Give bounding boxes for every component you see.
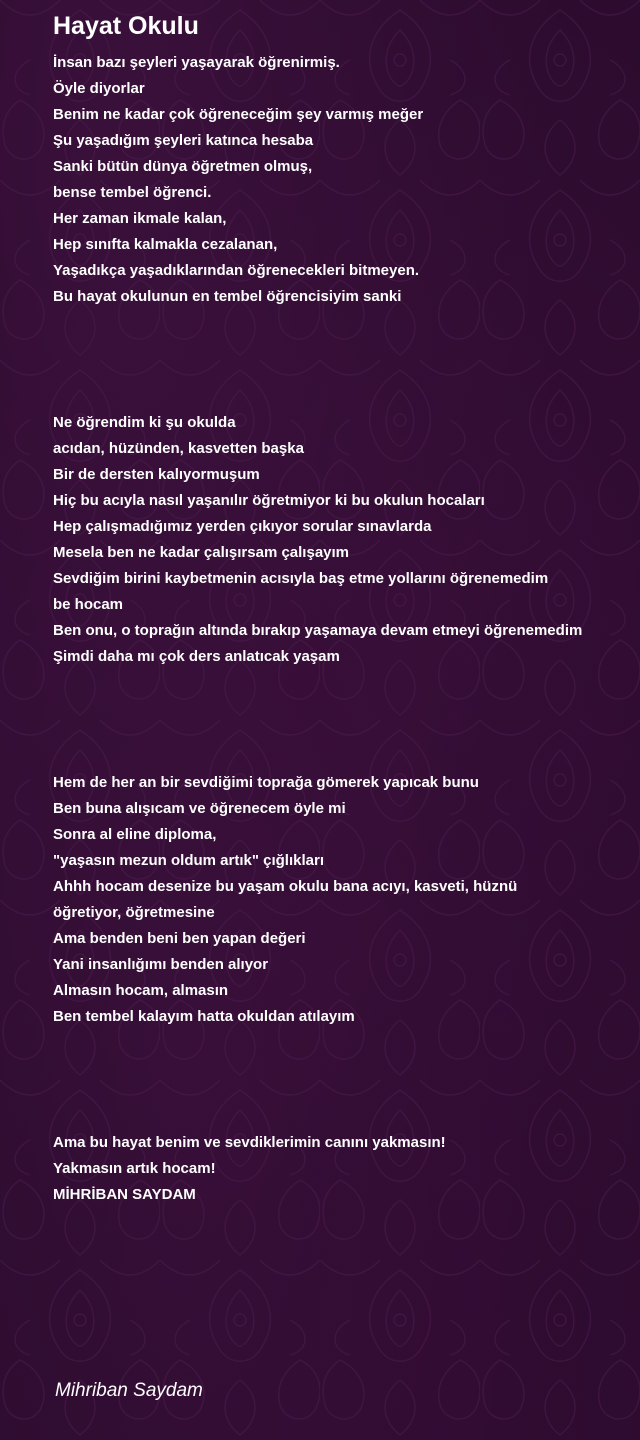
poem-line: bense tembel öğrenci. [53, 184, 212, 201]
poem-line: Hep çalışmadığımız yerden çıkıyor sorular sınavlarda [53, 518, 432, 535]
author-name: Mihriban Saydam [55, 1380, 203, 1401]
poem-line: Şu yaşadığım şeyleri katınca hesaba [53, 132, 314, 149]
poem-line: Ben onu, o toprağın altında bırakıp yaşamaya devam etmeyi öğrenemedim [53, 622, 583, 639]
poem-line: Sevdiğim birini kaybetmenin acısıyla baş etme yollarını öğrenemedim [53, 570, 549, 587]
poem-line: Sonra al eline diploma, [53, 826, 217, 843]
poem-line: Ne öğrendim ki şu okulda [53, 414, 236, 431]
poem-line: Ama bu hayat benim ve sevdiklerimin canını yakmasın! [53, 1134, 446, 1151]
poem-line: Ama benden beni ben yapan değeri [53, 930, 306, 947]
poem-line: Bir de dersten kalıyormuşum [53, 466, 260, 483]
poem-line: Şimdi daha mı çok ders anlatıcak yaşam [53, 648, 340, 665]
poem-line: Ahhh hocam desenize bu yaşam okulu bana acıyı, kasveti, hüznü [53, 878, 518, 895]
poem-line: İnsan bazı şeyleri yaşayarak öğrenirmiş. [53, 54, 340, 71]
poem-line: Almasın hocam, almasın [53, 982, 229, 999]
poem-line: Öyle diyorlar [53, 80, 145, 97]
poem-line: Hep sınıfta kalmakla cezalanan, [53, 236, 278, 253]
poem-title: Hayat Okulu [53, 12, 199, 40]
poem-line: Sanki bütün dünya öğretmen olmuş, [53, 158, 313, 175]
poem-signature-line: MİHRİBAN SAYDAM [53, 1186, 196, 1203]
stanza-3 [53, 770, 638, 1030]
stanza-1 [53, 50, 638, 310]
poem-line: be hocam [53, 596, 124, 613]
poem-line: öğretiyor, öğretmesine [53, 904, 215, 921]
poem-line: Hem de her an bir sevdiğimi toprağa gömerek yapıcak bunu [53, 774, 479, 791]
poem-line: "yaşasın mezun oldum artık" çığlıkları [53, 852, 324, 869]
poem-line: Hiç bu acıyla nasıl yaşanılır öğretmiyor ki bu okulun hocaları [53, 492, 485, 509]
poem-line: Yaşadıkça yaşadıklarından öğrenecekleri bitmeyen. [53, 262, 420, 279]
stanza-4 [53, 1130, 638, 1208]
poem-line: acıdan, hüzünden, kasvetten başka [53, 440, 304, 457]
poem-line: Benim ne kadar çok öğreneceğim şey varmış meğer [53, 106, 424, 123]
poem-line: Yani insanlığımı benden alıyor [53, 956, 269, 973]
poem-line: Ben buna alışıcam ve öğrenecem öyle mi [53, 800, 346, 817]
poem-line: Ben tembel kalayım hatta okuldan atılayım [53, 1008, 355, 1025]
poem-line: Her zaman ikmale kalan, [53, 210, 227, 227]
poem-line: Mesela ben ne kadar çalışırsam çalışayım [53, 544, 350, 561]
poem-line: Bu hayat okulunun en tembel öğrencisiyim sanki [53, 288, 402, 305]
stanza-2 [53, 410, 638, 670]
poem-line: Yakmasın artık hocam! [53, 1160, 216, 1177]
